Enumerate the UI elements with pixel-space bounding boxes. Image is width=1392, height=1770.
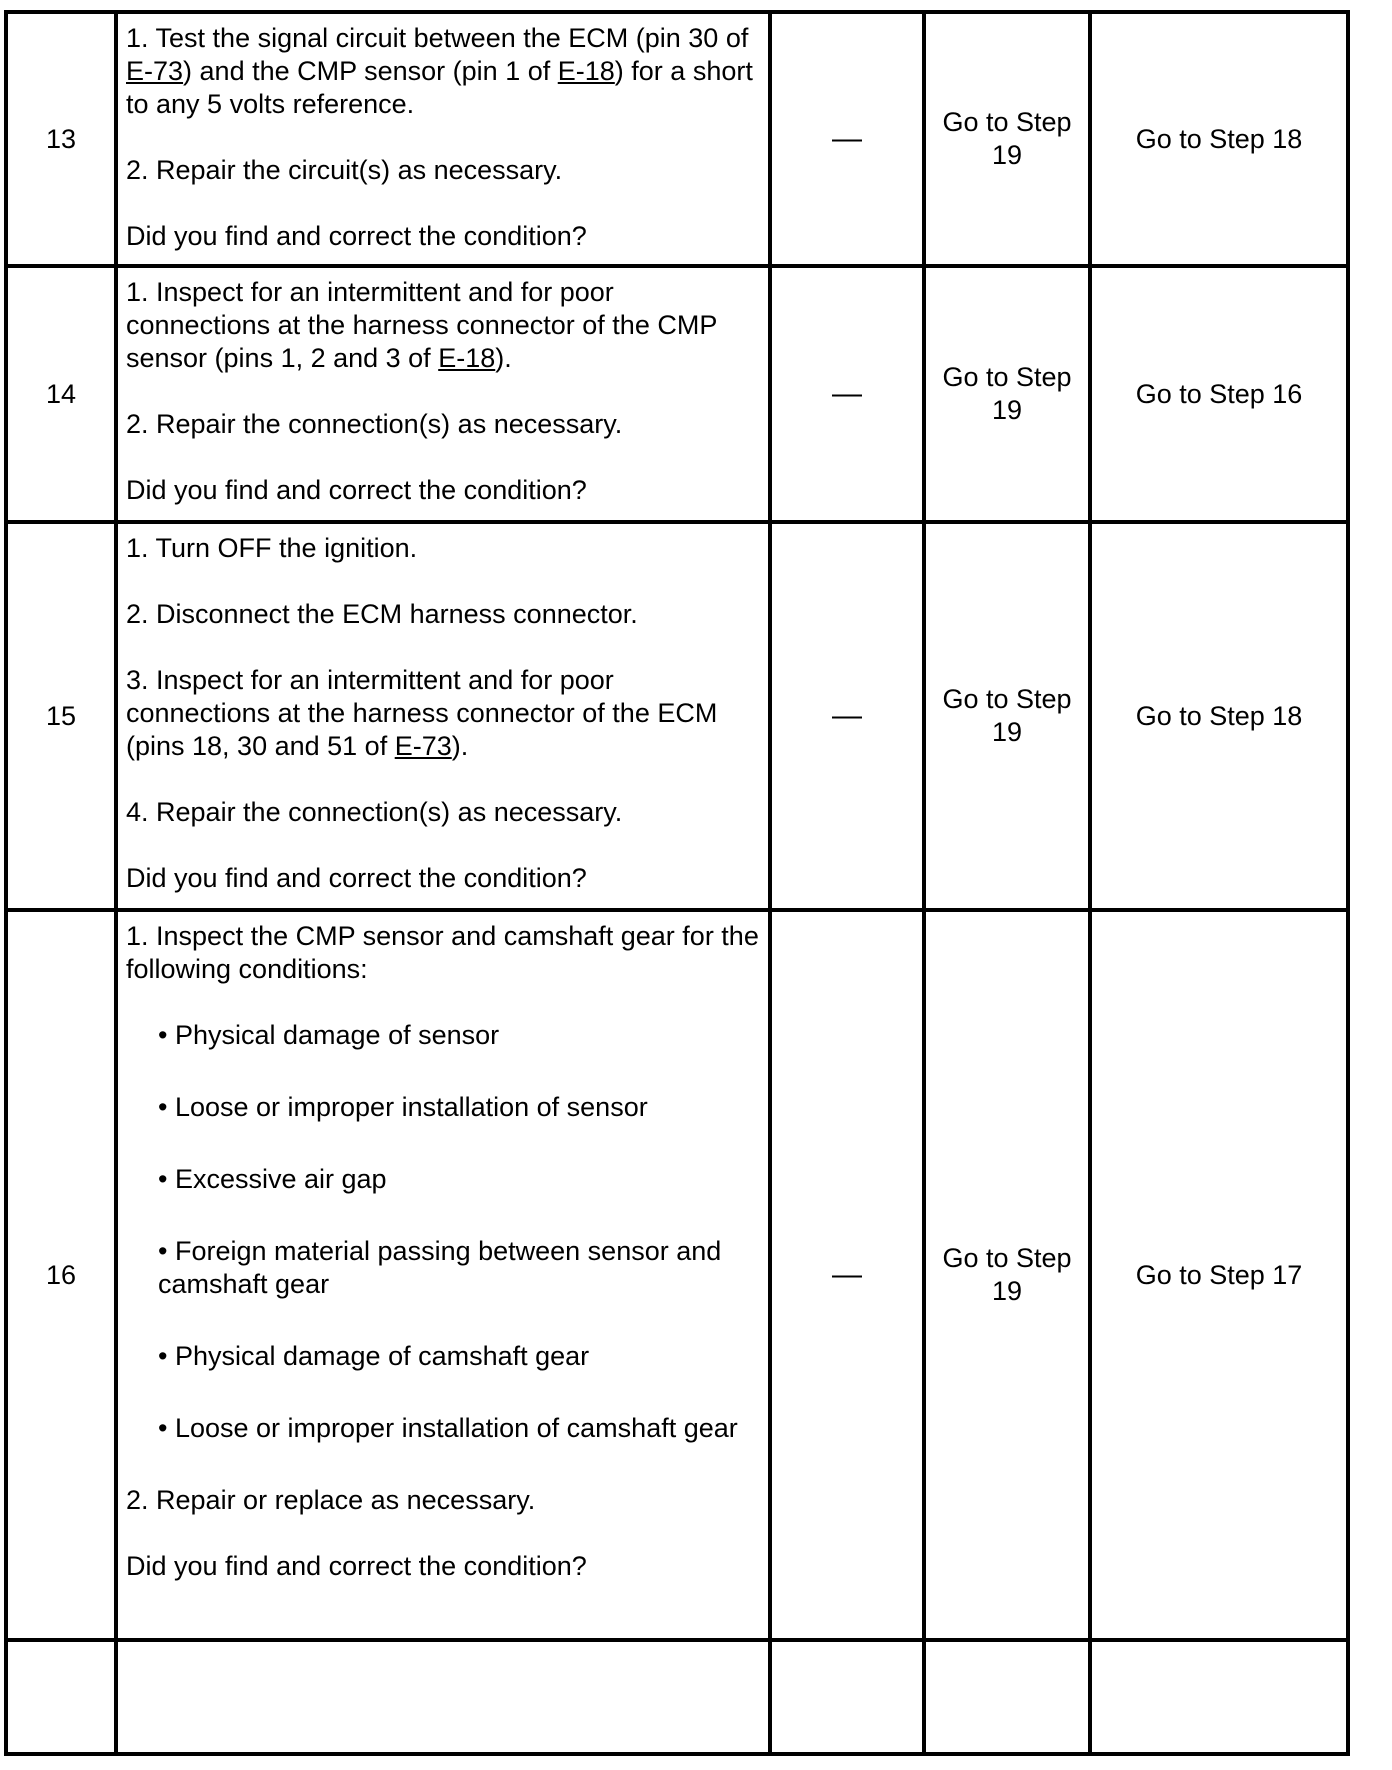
yes-cell: Go to Step 19	[924, 12, 1090, 266]
table-row	[6, 522, 1348, 910]
no-cell: Go to Step 16	[1090, 266, 1348, 522]
table-row	[6, 910, 1348, 1640]
no-cell: Go to Step 17	[1090, 910, 1348, 1640]
action-question: Did you find and correct the condition?	[126, 863, 587, 893]
action-instruction: 1. Inspect the CMP sensor and camshaft gear for the following conditions:	[126, 921, 759, 984]
action-cell	[116, 910, 770, 1640]
no-cell: Go to Step 18	[1090, 522, 1348, 910]
yes-cell: Go to Step 19	[924, 522, 1090, 910]
action-instruction: 3. Inspect for an intermittent and for poor connections at the harness connector of the ECM (pins 18, 30 and 51 of E-73).	[126, 665, 718, 761]
yes-cell: Go to Step 19	[924, 910, 1090, 1640]
action-instruction: 1. Test the signal circuit between the ECM (pin 30 of E-73) and the CMP sensor (pin 1 of E-18) for a short to any 5 volts reference.	[126, 23, 753, 119]
value-cell: —	[770, 12, 924, 266]
value-cell: —	[770, 522, 924, 910]
action-cell	[116, 266, 770, 522]
step-number-cell: 14	[6, 266, 116, 522]
yes-cell: Go to Step 19	[924, 266, 1090, 522]
action-question: Did you find and correct the condition?	[126, 1551, 587, 1581]
value-cell: —	[770, 266, 924, 522]
condition-bullet: • Excessive air gap	[158, 1164, 387, 1194]
value-cell: —	[770, 910, 924, 1640]
diagnostic-table	[4, 10, 1350, 1756]
condition-bullet: • Loose or improper installation of sensor	[158, 1092, 648, 1122]
no-cell: Go to Step 18	[1090, 12, 1348, 266]
action-instruction: 2. Repair the connection(s) as necessary.	[126, 409, 623, 439]
condition-bullet: • Foreign material passing between sensor and camshaft gear	[158, 1236, 722, 1299]
condition-bullet: • Loose or improper installation of camshaft gear	[158, 1413, 738, 1443]
step-number-cell: 13	[6, 12, 116, 266]
action-instruction: 2. Disconnect the ECM harness connector.	[126, 599, 638, 629]
action-cell	[116, 12, 770, 266]
table-row	[6, 12, 1348, 266]
table-row-empty	[6, 1640, 1348, 1754]
empty-cell	[6, 1640, 116, 1754]
step-number-cell: 16	[6, 910, 116, 1640]
action-instruction: 1. Turn OFF the ignition.	[126, 533, 418, 563]
action-instruction: 1. Inspect for an intermittent and for poor connections at the harness connector of the CMP sensor (pins 1, 2 and 3 of E-18).	[126, 277, 717, 373]
connector-link[interactable]: E-73	[394, 731, 452, 761]
action-question: Did you find and correct the condition?	[126, 475, 587, 505]
action-cell	[116, 522, 770, 910]
empty-cell	[116, 1640, 770, 1754]
connector-link[interactable]: E-18	[557, 56, 615, 86]
empty-cell	[1090, 1640, 1348, 1754]
connector-link[interactable]: E-73	[126, 56, 184, 86]
action-question: Did you find and correct the condition?	[126, 221, 587, 251]
action-instruction: 2. Repair or replace as necessary.	[126, 1485, 536, 1515]
empty-cell	[770, 1640, 924, 1754]
condition-bullet: • Physical damage of sensor	[158, 1020, 500, 1050]
action-instruction: 4. Repair the connection(s) as necessary.	[126, 797, 623, 827]
connector-link[interactable]: E-18	[438, 343, 496, 373]
action-instruction: 2. Repair the circuit(s) as necessary.	[126, 155, 563, 185]
step-number-cell: 15	[6, 522, 116, 910]
empty-cell	[924, 1640, 1090, 1754]
table-row	[6, 266, 1348, 522]
condition-bullet: • Physical damage of camshaft gear	[158, 1341, 590, 1371]
